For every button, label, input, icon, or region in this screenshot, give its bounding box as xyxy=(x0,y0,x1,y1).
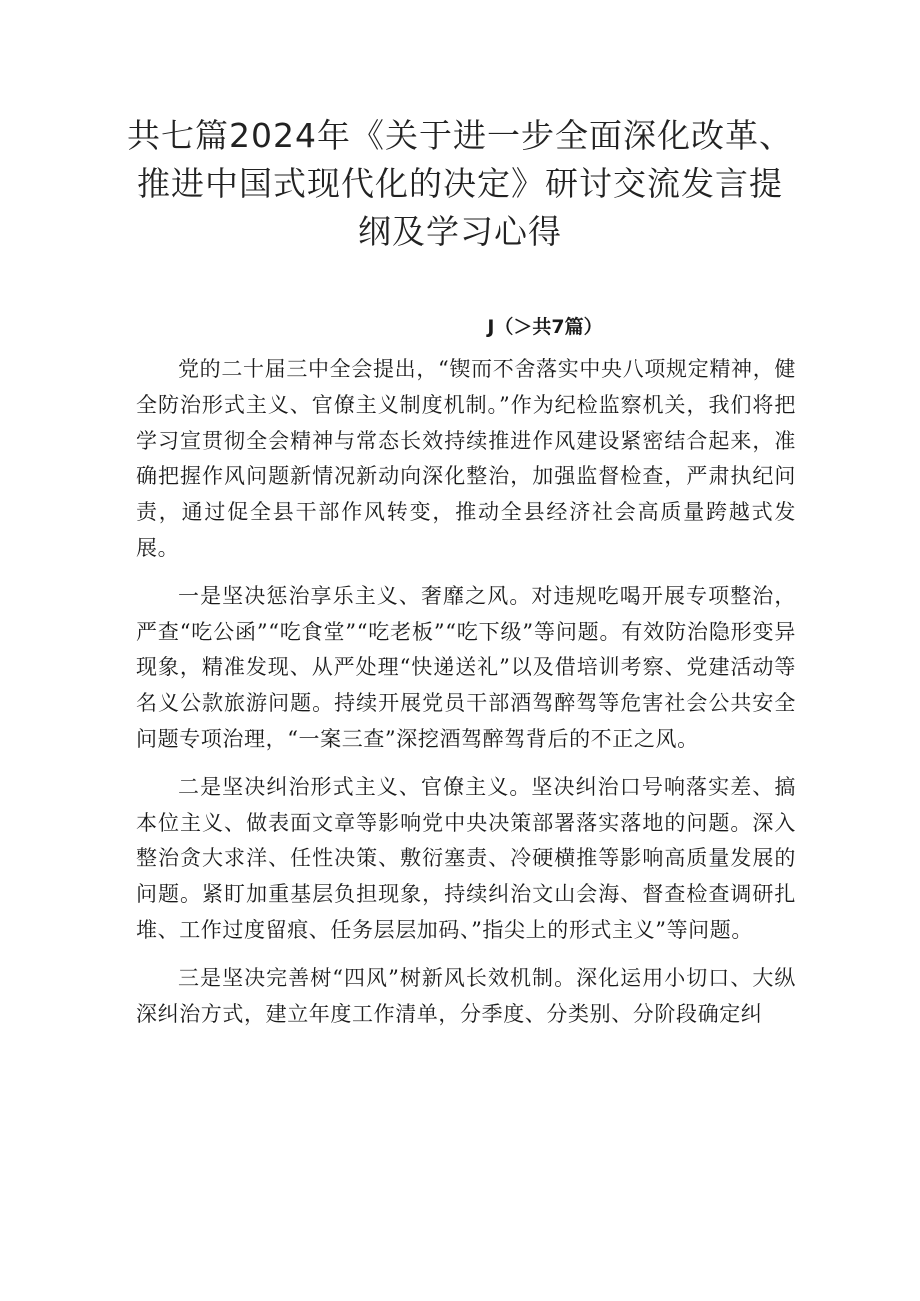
paragraph-point-1: 一是坚决惩治享乐主义、奢靡之风。对违规吃喝开展专项整治，严查“吃公函”“吃食堂”“吃老板”“吃下级”等问题。有效防治隐形变异现象，精准发现、从严处理“快递送礼”以及借培训考察、党建活动等名义公款旅游问题。持续开展党员干部酒驾醉驾等危害社会公共安全问题专项治理，“一案三查”深挖酒驾醉驾背后的不正之风。 xyxy=(136,583,796,751)
title-line: 纲及学习心得 xyxy=(358,212,562,251)
paragraph-point-2: 二是坚决纠治形式主义、官僚主义。坚决纠治口号响落实差、搞本位主义、做表面文章等影响党中央决策部署落实落地的问题。深入整治贪大求洋、任性决策、敷衍塞责、冷硬横推等影响高质量发展的问题。紧盯加重基层负担现象，持续纠治文山会海、督查检查调研扎堆、工作过度留痕、任务层层加码、”指尖上的形式主义”等问题。 xyxy=(136,774,796,942)
paragraph-point-3: 三是坚决完善树“四风”树新风长效机制。深化运用小切口、大纵深纠治方式，建立年度工作清单，分季度、分类别、分阶段确定纠 xyxy=(136,965,796,1026)
paragraph-intro: 党的二十届三中全会提出，“锲而不舍落实中央八项规定精神，健全防治形式主义、官僚主义制度机制。”作为纪检监察机关，我们将把学习宣贯彻全会精神与常态长效持续推进作风建设紧密结合起来，准确把握作风问题新情况新动向深化整治，加强监督检查，严肃执纪问责，通过促全县干部作风转变，推动全县经济社会高质量跨越式发展。 xyxy=(136,357,796,560)
title-line: 推进中国式现代化的决定》研讨交流发言提 xyxy=(137,164,783,203)
title-line: 共七篇2024年《关于进一步全面深化改革、 xyxy=(127,116,793,155)
document-body xyxy=(136,352,796,1032)
document-subtitle: J（＞共7篇） xyxy=(487,316,603,338)
document-title xyxy=(100,112,820,256)
